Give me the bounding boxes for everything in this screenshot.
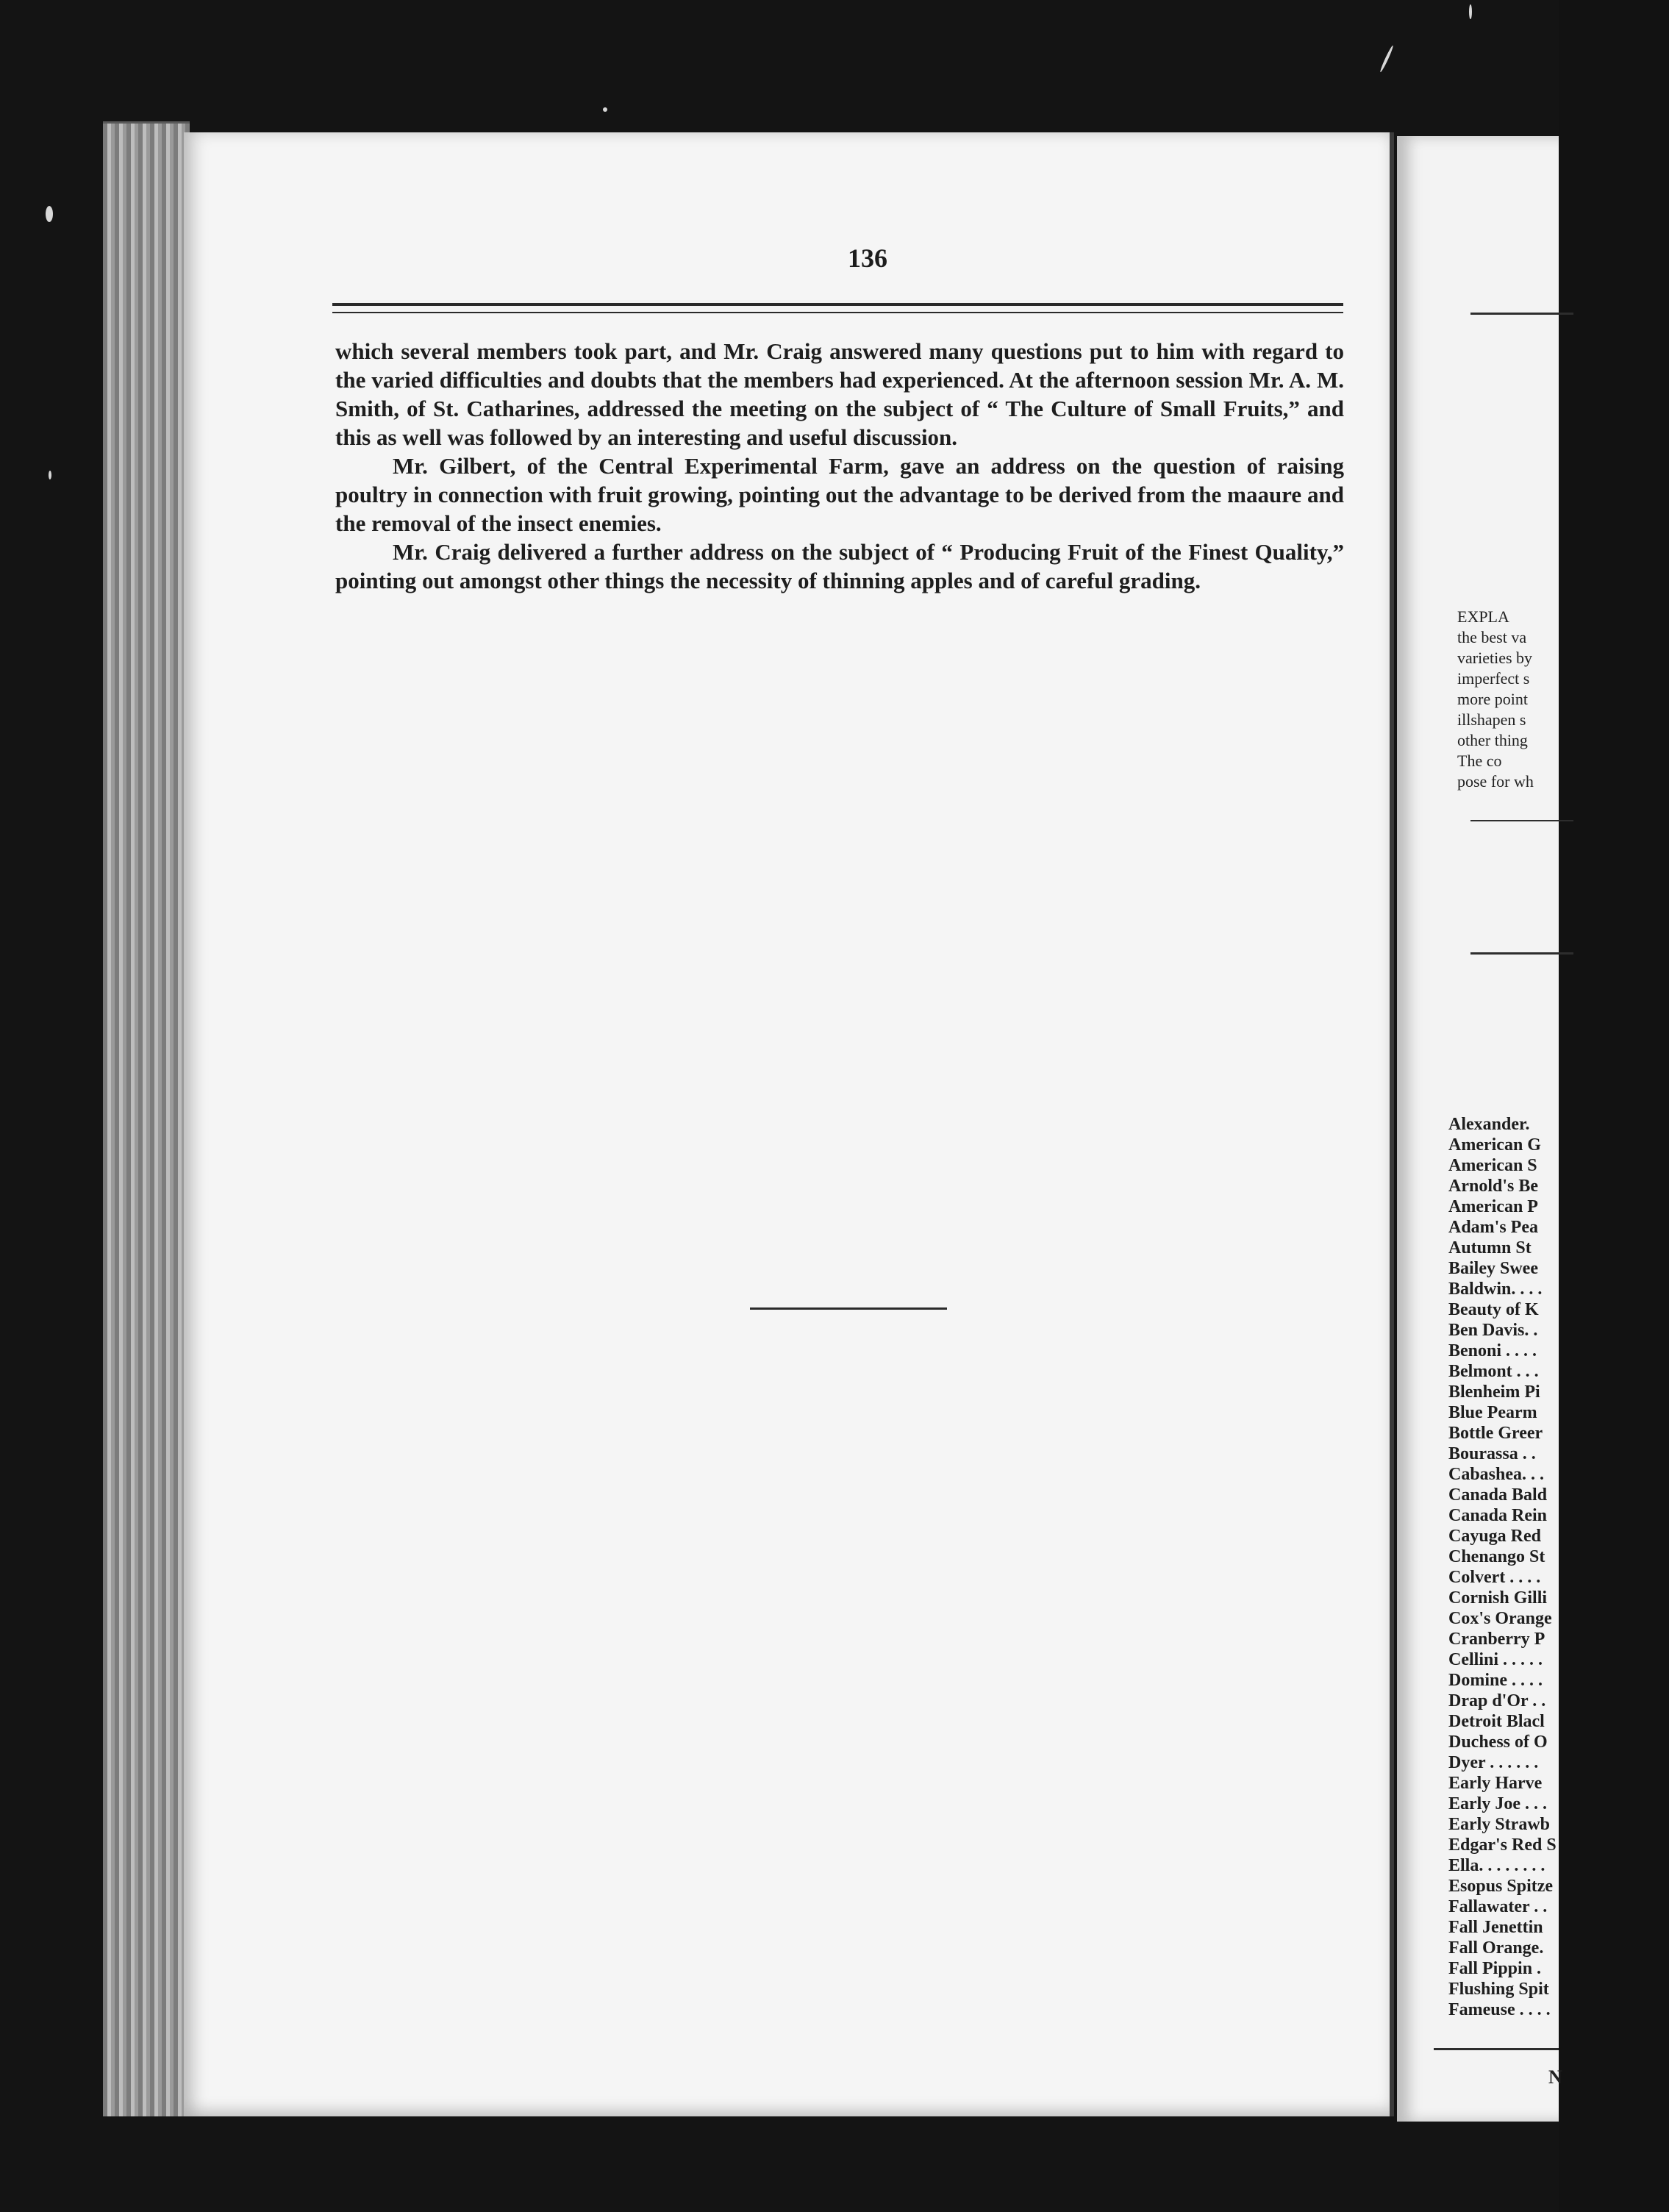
variety-list-item: Dyer . . . . . . bbox=[1448, 1753, 1539, 1772]
facing-intro-line: The co bbox=[1457, 752, 1502, 770]
paragraph: Mr. Gilbert, of the Central Experimental Farm, gave an address on the question of raising poultry in connection with fruit growing, pointing out the advantage to be derived from the maaure and the removal of the insect enemies. bbox=[335, 453, 1344, 536]
facing-table-rule bbox=[1470, 952, 1573, 955]
facing-intro-line: the best va bbox=[1457, 628, 1527, 646]
variety-list-item: Canada Rein bbox=[1448, 1506, 1548, 1525]
variety-list-item: Belmont . . . bbox=[1448, 1362, 1539, 1381]
variety-list-item: Canada Bald bbox=[1448, 1485, 1548, 1505]
paragraph: which several members took part, and Mr. Craig answered many questions put to him with regard to the varied difficulties and doubts that the members had experienced. At the afternoon session Mr. A. M. Smith, of St. Catharines, addressed the meeting on the subject of “ The Culture of Small Fruits,” and this as well was followed by an interesting and useful discussion. bbox=[335, 338, 1344, 450]
variety-list-item: Chenango St bbox=[1448, 1547, 1545, 1566]
variety-list-item: Autumn St bbox=[1448, 1238, 1532, 1257]
variety-list-item: Early Joe . . . bbox=[1448, 1794, 1547, 1813]
facing-header-rule bbox=[1470, 313, 1573, 315]
variety-list-item: Blenheim Pi bbox=[1448, 1382, 1540, 1402]
variety-list-item: Fall Orange. bbox=[1448, 1938, 1544, 1958]
variety-list-item: Domine . . . . bbox=[1448, 1671, 1543, 1690]
variety-list-item: Baldwin. . . . bbox=[1448, 1280, 1543, 1299]
variety-list-item: Fallawater . . bbox=[1448, 1897, 1548, 1916]
dust-speck bbox=[1469, 4, 1472, 19]
variety-list bbox=[1448, 1114, 1669, 2020]
facing-page bbox=[1397, 136, 1562, 2122]
variety-list-item: Cellini . . . . . bbox=[1448, 1650, 1543, 1669]
variety-list-item: Bourassa . . bbox=[1448, 1444, 1536, 1463]
variety-list-item: Cranberry P bbox=[1448, 1630, 1545, 1649]
variety-list-item: Cayuga Red bbox=[1448, 1527, 1542, 1546]
variety-list-item: Colvert . . . . bbox=[1448, 1568, 1541, 1587]
variety-list-item: Flushing Spit bbox=[1448, 1980, 1549, 1999]
variety-list-item: Blue Pearm bbox=[1448, 1403, 1537, 1422]
variety-list-item: Cox's Orange bbox=[1448, 1609, 1552, 1628]
variety-list-item: Arnold's Be bbox=[1448, 1177, 1539, 1196]
variety-list-item: American G bbox=[1448, 1135, 1541, 1155]
variety-list-item: Beauty of K bbox=[1448, 1300, 1539, 1319]
facing-intro-line: varieties by bbox=[1457, 649, 1533, 667]
variety-list-item: Bottle Greer bbox=[1448, 1424, 1543, 1443]
header-rule-thin bbox=[332, 312, 1343, 313]
variety-list-item: Duchess of O bbox=[1448, 1733, 1548, 1752]
dust-speck bbox=[46, 206, 53, 222]
facing-footer-letter: N bbox=[1548, 2066, 1562, 2088]
variety-list-item: Alexander. bbox=[1448, 1115, 1530, 1134]
variety-list-item: Early Harve bbox=[1448, 1774, 1543, 1793]
page-number: 136 bbox=[848, 243, 887, 273]
page-stack-edge bbox=[103, 121, 190, 2116]
variety-list-item: Esopus Spitze bbox=[1448, 1877, 1554, 1896]
facing-intro-line: illshapen s bbox=[1457, 710, 1526, 729]
facing-intro-line: pose for wh bbox=[1457, 772, 1534, 791]
variety-list-item: Early Strawb bbox=[1448, 1815, 1550, 1834]
variety-list-item: Adam's Pea bbox=[1448, 1218, 1538, 1237]
variety-list-item: Ella. . . . . . . . bbox=[1448, 1856, 1545, 1875]
variety-list-item: Fameuse . . . . bbox=[1448, 2000, 1551, 2019]
variety-list-item: Detroit Blacl bbox=[1448, 1712, 1545, 1731]
header-rule bbox=[332, 303, 1343, 306]
variety-list-item: American S bbox=[1448, 1156, 1537, 1175]
dust-speck bbox=[49, 471, 51, 479]
section-end-rule bbox=[750, 1307, 947, 1310]
variety-list-item: American P bbox=[1448, 1197, 1538, 1216]
variety-list-item: Edgar's Red S bbox=[1448, 1835, 1557, 1855]
variety-list-item: Drap d'Or . . bbox=[1448, 1691, 1546, 1710]
facing-intro-line: EXPLA bbox=[1457, 607, 1509, 626]
facing-rule bbox=[1470, 820, 1573, 821]
variety-list-item: Bailey Swee bbox=[1448, 1259, 1538, 1278]
variety-list-item: Fall Jenettin bbox=[1448, 1918, 1543, 1937]
facing-table-rule bbox=[1434, 2048, 1559, 2050]
facing-intro-text bbox=[1457, 607, 1648, 792]
facing-intro-line: other thing bbox=[1457, 731, 1528, 749]
variety-list-item: Benoni . . . . bbox=[1448, 1341, 1537, 1360]
facing-intro-line: imperfect s bbox=[1457, 669, 1530, 688]
variety-list-item: Cabashea. . . bbox=[1448, 1465, 1545, 1484]
paragraph: Mr. Craig delivered a further address on the subject of “ Producing Fruit of the Finest Quality,” pointing out amongst other things the necessity of thinning apples and of careful grading. bbox=[335, 539, 1344, 593]
variety-list-item: Fall Pippin . bbox=[1448, 1959, 1542, 1978]
variety-list-item: Ben Davis. . bbox=[1448, 1321, 1538, 1340]
body-text bbox=[335, 337, 1344, 595]
variety-list-item: Cornish Gilli bbox=[1448, 1588, 1548, 1608]
dust-speck bbox=[1379, 45, 1395, 73]
dust-speck bbox=[603, 107, 607, 112]
facing-intro-line: more point bbox=[1457, 690, 1528, 708]
